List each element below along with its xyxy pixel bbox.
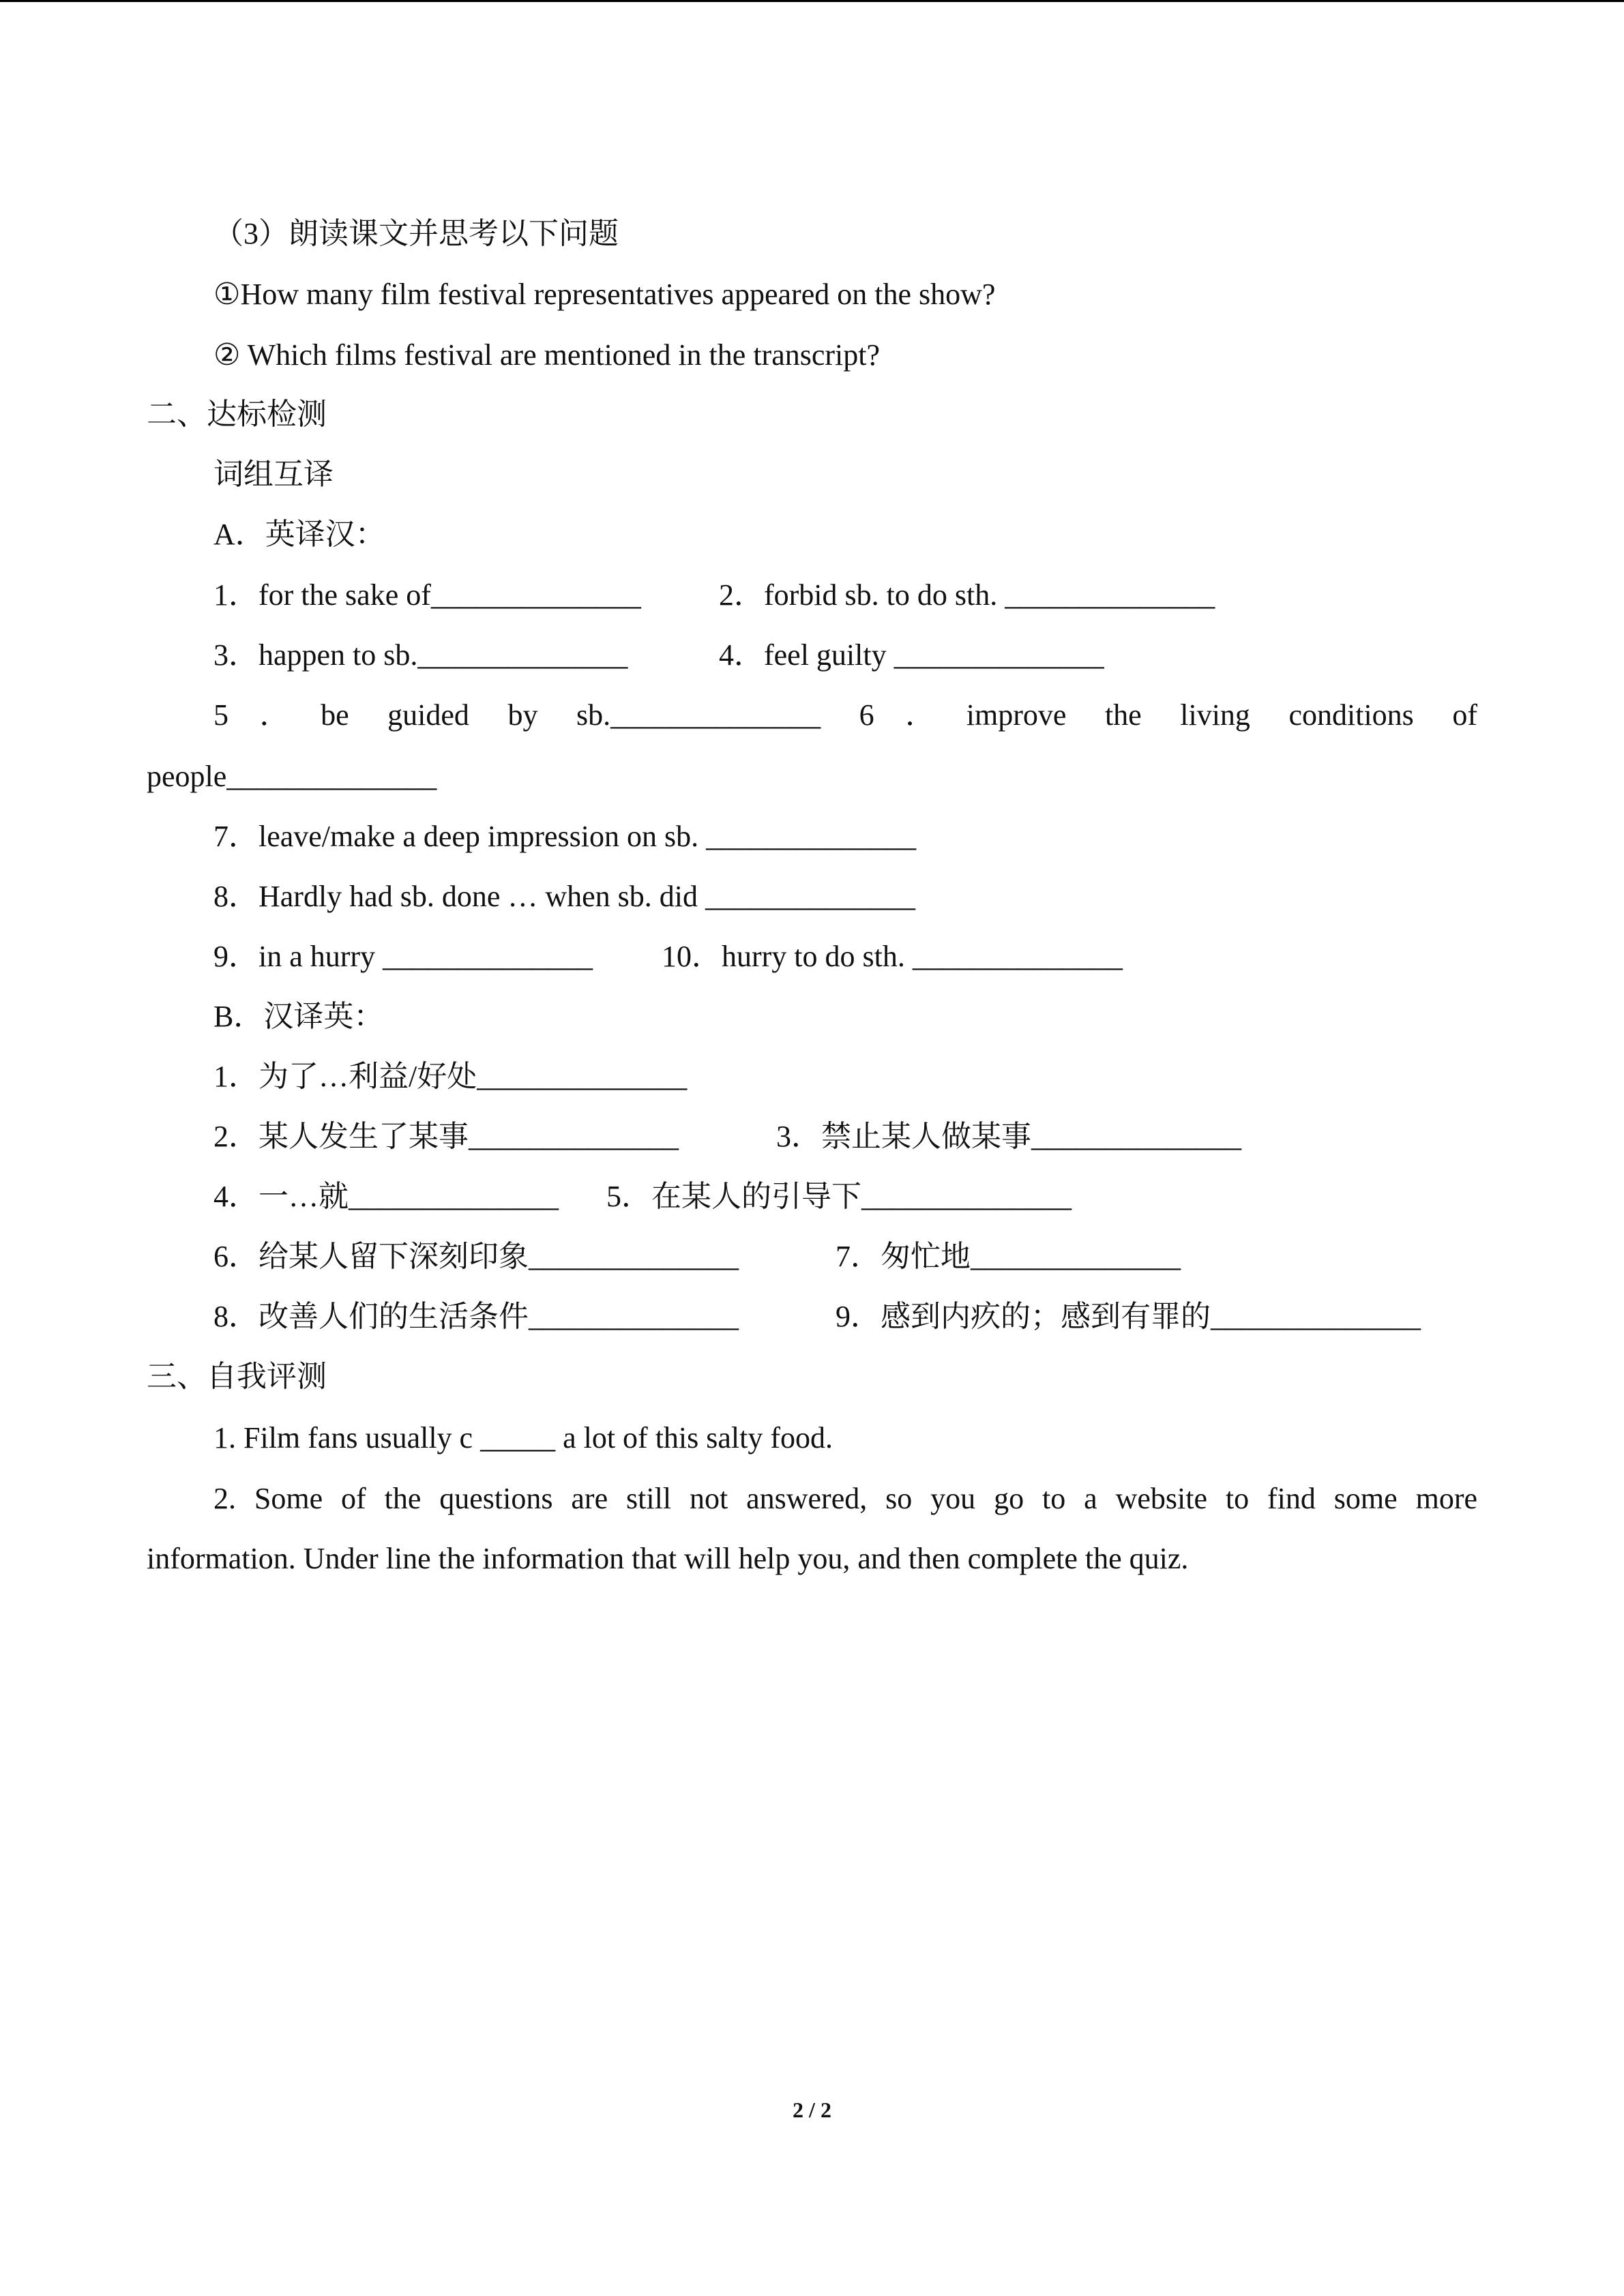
partB-title: B．汉译英： xyxy=(213,1000,384,1033)
section2-title: 二、达标检测 xyxy=(147,398,327,431)
partA-item-2: 2．forbid sb. to do sth. ______________ xyxy=(719,578,1215,612)
partB-item-6: 6．给某人留下深刻印象______________ xyxy=(213,1240,739,1273)
page-number: 2 / 2 xyxy=(793,2098,831,2122)
partB-item-9: 9．感到内疚的；感到有罪的______________ xyxy=(836,1300,1421,1333)
partA-item-5-6: 5．be guided by sb.______________ 6．improve the living conditions of xyxy=(213,698,1477,732)
partB-item-8: 8．改善人们的生活条件______________ xyxy=(213,1300,739,1333)
item3-heading: （3）朗读课文并思考以下问题 xyxy=(213,217,619,250)
question-1: ①How many film festival representatives appeared on the show? xyxy=(213,278,996,311)
section3-question-2-line1: 2. Some of the questions are still not answered, so you go to a website to find some more xyxy=(213,1482,1477,1515)
section3-question-2-line2: information. Under line the information that will help you, and then complete the quiz. xyxy=(147,1542,1189,1575)
partA-item-4: 4．feel guilty ______________ xyxy=(719,638,1104,672)
section2-subtitle: 词组互译 xyxy=(213,458,334,491)
partA-item-10: 10．hurry to do sth. ______________ xyxy=(662,940,1123,973)
page-top-border xyxy=(0,0,1624,2)
partA-item-9: 9．in a hurry ______________ xyxy=(213,940,593,973)
partA-item-3: 3．happen to sb.______________ xyxy=(213,638,628,672)
partB-item-1: 1．为了…利益/好处______________ xyxy=(213,1060,688,1093)
partA-item-6-cont: people______________ xyxy=(147,760,437,793)
section3-title: 三、自我评测 xyxy=(147,1360,327,1393)
partA-item-8: 8．Hardly had sb. done … when sb. did ______________ xyxy=(213,880,916,913)
partB-item-7: 7．匆忙地______________ xyxy=(836,1240,1181,1273)
question-2: ② Which films festival are mentioned in the transcript? xyxy=(213,338,881,372)
section3-question-1: 1. Film fans usually c _____ a lot of this salty food. xyxy=(213,1421,833,1455)
partA-title: A．英译汉： xyxy=(213,518,385,551)
partB-item-5: 5．在某人的引导下______________ xyxy=(606,1180,1072,1213)
partB-item-3: 3．禁止某人做某事______________ xyxy=(776,1120,1241,1153)
partA-item-7: 7．leave/make a deep impression on sb. ______________ xyxy=(213,820,917,853)
partB-item-4: 4．一…就______________ xyxy=(213,1180,559,1213)
partB-item-2: 2．某人发生了某事______________ xyxy=(213,1120,679,1153)
partA-item-1: 1．for the sake of______________ xyxy=(213,578,641,612)
